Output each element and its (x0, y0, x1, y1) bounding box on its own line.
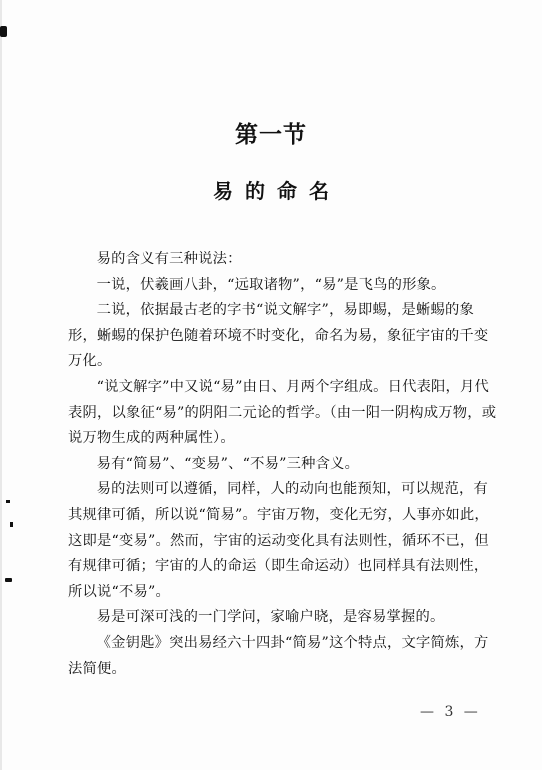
paragraph: 《金钥匙》突出易经六十四卦“简易”这个特点，文字简炼，方法简便。 (68, 634, 489, 677)
body-text (68, 247, 498, 682)
paragraph: 易是可深可浅的一门学问，家喻户晓，是容易掌握的。 (96, 609, 445, 626)
section-title: 易的命名 (213, 179, 341, 203)
scan-mark (5, 578, 12, 582)
paragraph: 易的含义有三种说法： (96, 251, 242, 267)
scan-mark (0, 26, 7, 37)
page-number: — 3 — (420, 704, 481, 720)
paragraph: 易有“简易”、“变易”、“不易”三种含义。 (96, 455, 360, 472)
paragraph: “说文解字”中又说“易”由日、月两个字组成。日代表阳，月代表阴，以象征“易”的阴阳二元论的哲学。（由一阳一阴构成万物，或说万物生成的两种属性）。 (68, 378, 497, 447)
paragraph: 二说，依据最古老的字书“说文解字”，易即蜴，是蜥蜴的象形，蜥蜴的保护色随着环境不时变化，命名为易，象征宇宙的千变万化。 (68, 302, 489, 370)
scan-mark (6, 500, 10, 503)
section-number: 第一节 (235, 122, 307, 148)
scan-mark (10, 522, 13, 527)
paragraph: 一说，伏羲画八卦，“远取诸物”，“易”是飞鸟的形象。 (96, 276, 446, 293)
paragraph: 易的法则可以遵循，同样，人的动向也能预知，可以规范，有其规律可循，所以说“简易”。宇宙万物，变化无穷，人事亦如此，这即是“变易”。然而，宇宙的运动变化具有法则性，循环不已，但有规律可循；宇宙的人的命运（即生命运动）也同样具有法则性，所以说“不易”。 (68, 481, 489, 600)
